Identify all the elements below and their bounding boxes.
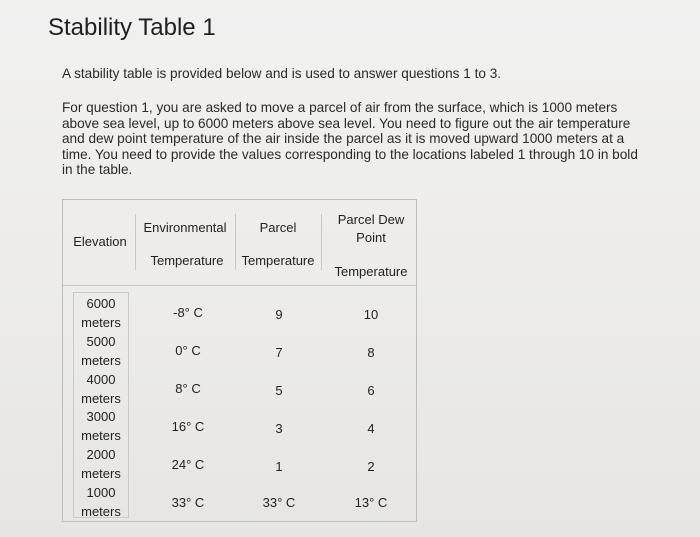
env-temp-cell: 33° C	[171, 495, 205, 510]
page-title: Stability Table 1	[48, 14, 216, 41]
header-environmental: Environmental	[143, 220, 227, 235]
dew-temp-cell: 8	[367, 345, 375, 360]
question-paragraph: For question 1, you are asked to move a parcel of air from the surface, which is 1000 meters above sea level, up to 6000 meters above sea level. You need to figure out the air temperature and dew point temperature of the air inside the parcel as it is moved upward 1000 meters at a time. You need to provide the values corresponding to the locations labeled 1 through 10 in bold in the table.	[62, 100, 638, 178]
table-row-elevation: 3000 meters	[81, 409, 121, 443]
dew-temp-cell: 13° C	[354, 495, 388, 510]
header-dew-point: Point	[356, 230, 386, 245]
table-row-elevation: 6000 meters	[81, 296, 121, 330]
stability-table	[62, 199, 417, 522]
parcel-temp-cell: 1	[275, 459, 283, 474]
parcel-temp-cell: 5	[275, 383, 283, 398]
header-dew-temperature: Temperature	[334, 264, 408, 279]
parcel-temp-cell: 3	[275, 421, 283, 436]
dew-temp-cell: 4	[367, 421, 375, 436]
table-row-elevation: 4000 meters	[81, 372, 121, 406]
header-environmental-temperature: Temperature	[150, 253, 224, 268]
dew-temp-cell: 2	[367, 459, 375, 474]
dew-temp-cell: 10	[363, 307, 379, 322]
env-temp-cell: -8° C	[173, 305, 203, 320]
header-divider	[321, 214, 322, 270]
parcel-temp-cell: 7	[275, 345, 283, 360]
header-elevation: Elevation	[73, 234, 127, 249]
table-row-elevation: 2000 meters	[81, 447, 121, 481]
dew-temp-cell: 6	[367, 383, 375, 398]
header-parcel-dew: Parcel Dew	[337, 212, 405, 227]
env-temp-cell: 0° C	[175, 343, 201, 358]
parcel-temp-cell: 9	[275, 307, 283, 322]
header-parcel: Parcel	[259, 220, 297, 235]
parcel-temp-cell: 33° C	[262, 495, 296, 510]
env-temp-cell: 24° C	[171, 457, 205, 472]
header-separator	[63, 285, 416, 286]
table-row-elevation: 5000 meters	[81, 334, 121, 368]
intro-paragraph: A stability table is provided below and is used to answer questions 1 to 3.	[62, 66, 502, 81]
env-temp-cell: 8° C	[175, 381, 201, 396]
table-row-elevation: 1000 meters	[81, 485, 121, 519]
header-parcel-temperature: Temperature	[241, 253, 315, 268]
env-temp-cell: 16° C	[171, 419, 205, 434]
